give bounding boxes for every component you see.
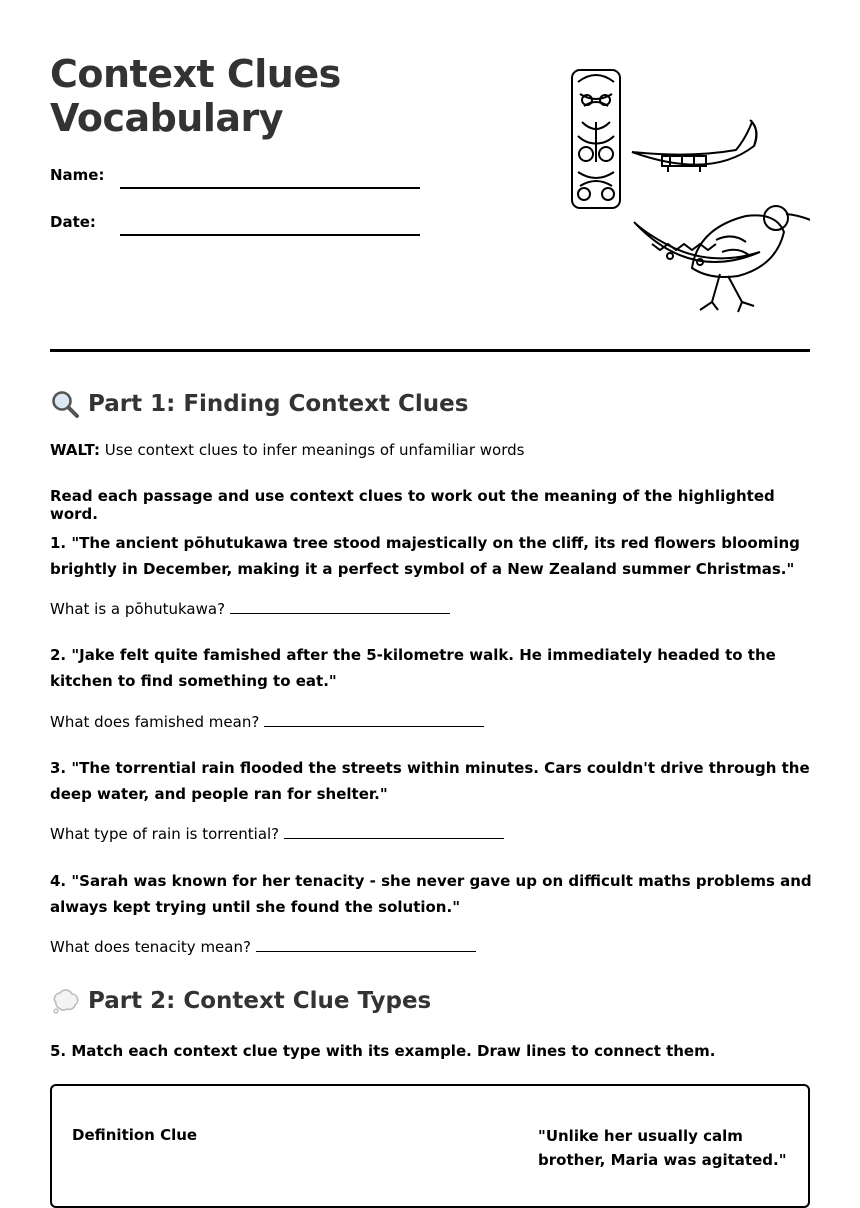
date-line[interactable] — [120, 234, 420, 236]
question-passage-2: 2. "Jake felt quite famished after the 5-kilometre walk. He immediately headed to the kitchen to find something to eat." — [50, 646, 776, 690]
answer-row-3 — [50, 824, 504, 843]
part1-instruction: Read each passage and use context clues to work out the meaning of the highlighted word. — [50, 487, 775, 523]
answer-row-2 — [50, 712, 484, 731]
maori-illustration — [570, 62, 810, 322]
walt-statement — [50, 441, 524, 459]
title-line-1: Context Clues — [50, 52, 341, 96]
question-passage-3: 3. "The torrential rain flooded the streets within minutes. Cars couldn't drive through the deep water, and people ran for shelter." — [50, 759, 810, 803]
matching-box — [50, 1084, 810, 1208]
match-item-right[interactable]: "Unlike her usually calm brother, Maria was agitated." — [538, 1127, 787, 1169]
answer-prompt-1: What is a pōhutukawa? — [50, 600, 226, 618]
carved-pou-icon — [572, 70, 620, 208]
walt-label: WALT: — [50, 441, 100, 459]
question-passage-1: 1. "The ancient pōhutukawa tree stood majestically on the cliff, its red flowers blooming brightly in December, making it a perfect symbol of a New Zealand summer Christmas." — [50, 534, 800, 578]
title-line-2: Vocabulary — [50, 96, 284, 140]
part1-heading — [50, 389, 468, 419]
answer-prompt-2: What does famished mean? — [50, 713, 260, 731]
magnifier-icon — [50, 389, 80, 419]
match-item-left[interactable]: Definition Clue — [72, 1126, 198, 1144]
part1-heading-text: Part 1: Finding Context Clues — [88, 391, 469, 417]
answer-line-1[interactable] — [230, 599, 450, 614]
name-line[interactable] — [120, 187, 420, 189]
header-divider — [50, 349, 810, 352]
question-passage-4: 4. "Sarah was known for her tenacity - she never gave up on difficult maths problems and always kept trying until she found the solution." — [50, 872, 812, 916]
walt-text: Use context clues to infer meanings of unfamiliar words — [99, 441, 525, 459]
date-label: Date: — [50, 213, 96, 231]
kiwi-bird-icon — [692, 206, 810, 312]
answer-line-3[interactable] — [284, 824, 504, 839]
answer-row-1 — [50, 599, 450, 618]
part2-heading — [50, 986, 431, 1016]
answer-prompt-4: What does tenacity mean? — [50, 938, 251, 956]
name-label: Name: — [50, 166, 105, 184]
worksheet-title — [50, 52, 341, 140]
answer-row-4 — [50, 937, 476, 956]
carved-bowl-icon — [634, 222, 760, 265]
thought-bubble-icon — [50, 986, 80, 1016]
date-field[interactable] — [50, 213, 420, 243]
answer-line-4[interactable] — [256, 937, 476, 952]
name-field[interactable] — [50, 166, 420, 196]
answer-prompt-3: What type of rain is torrential? — [50, 825, 280, 843]
part2-heading-text: Part 2: Context Clue Types — [88, 988, 432, 1014]
answer-line-2[interactable] — [264, 712, 484, 727]
part2-instruction: 5. Match each context clue type with its example. Draw lines to connect them. — [50, 1042, 716, 1060]
waka-canoe-icon — [632, 120, 757, 172]
